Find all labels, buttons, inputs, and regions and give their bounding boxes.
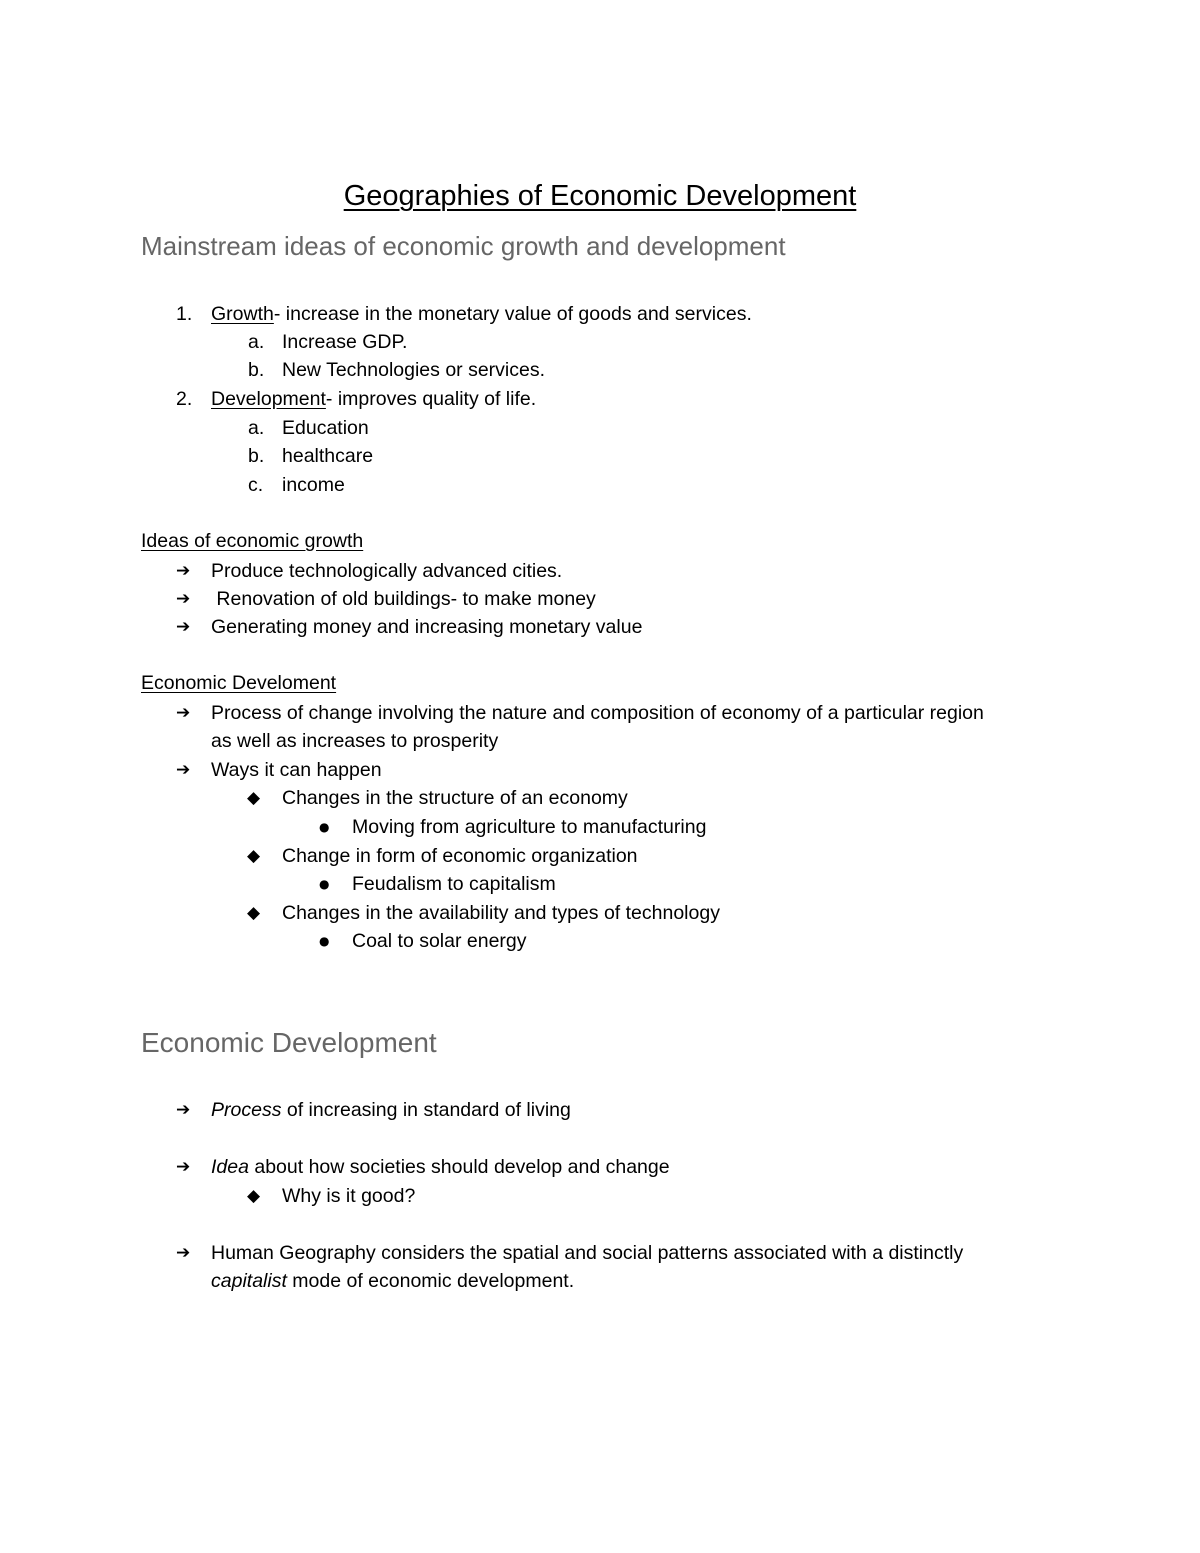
term-growth: Growth — [211, 303, 274, 325]
diamond-bullet-icon: ◆ — [247, 788, 261, 808]
subheading-ideas-growth: Ideas of economic growth — [141, 530, 364, 552]
sub-item-letter: a. — [248, 331, 265, 353]
list-item: Changes in the structure of an economy — [282, 787, 628, 809]
list-item: Coal to solar energy — [352, 930, 527, 952]
list-item-line: Process of change involving the nature and composition of economy of a particular region — [211, 702, 984, 724]
section-heading-economic-development: Economic Development — [141, 1027, 437, 1058]
list-item: Process of increasing in standard of living — [211, 1099, 571, 1121]
list-item-line: capitalist mode of economic development. — [211, 1270, 575, 1292]
sub-item-text: Increase GDP. — [282, 331, 408, 353]
arrow-icon: ➔ — [176, 617, 191, 637]
arrow-icon: ➔ — [176, 703, 191, 723]
dot-bullet-icon: ● — [319, 934, 330, 948]
list-item: Feudalism to capitalism — [352, 873, 556, 895]
sub-item-letter: a. — [248, 417, 265, 439]
list-item: Generating money and increasing monetary value — [211, 616, 643, 638]
list-item: Why is it good? — [282, 1185, 416, 1207]
list-item: Produce technologically advanced cities. — [211, 560, 563, 582]
diamond-bullet-icon: ◆ — [247, 1186, 261, 1206]
arrow-icon: ➔ — [176, 1243, 191, 1263]
list-item: Moving from agriculture to manufacturing — [352, 816, 707, 838]
arrow-icon: ➔ — [176, 760, 191, 780]
document-title: Geographies of Economic Development — [343, 180, 857, 212]
sub-item-text: healthcare — [282, 445, 374, 467]
list-item-line: Human Geography considers the spatial and social patterns associated with a distinctly — [211, 1242, 964, 1264]
sub-item-letter: b. — [248, 445, 265, 467]
list-item: Idea about how societies should develop and change — [211, 1156, 670, 1178]
diamond-bullet-icon: ◆ — [247, 903, 261, 923]
numbered-item-2-text: Development- improves quality of life. — [211, 388, 537, 410]
numbered-item-1: 1. — [176, 303, 193, 325]
numbered-item-2: 2. — [176, 388, 193, 410]
sub-item-text: income — [282, 474, 345, 496]
arrow-icon: ➔ — [176, 1157, 191, 1177]
sub-item-text: Education — [282, 417, 369, 439]
list-item: Renovation of old buildings- to make money — [211, 588, 596, 610]
sub-item-letter: c. — [248, 474, 264, 496]
numbered-item-1-text: Growth- increase in the monetary value of goods and services. — [211, 303, 752, 325]
sub-item-letter: b. — [248, 359, 265, 381]
section-heading-mainstream: Mainstream ideas of economic growth and development — [141, 231, 786, 261]
arrow-icon: ➔ — [176, 561, 191, 581]
dot-bullet-icon: ● — [319, 877, 330, 891]
subheading-econ-develoment: Economic Develoment — [141, 672, 337, 694]
arrow-icon: ➔ — [176, 589, 191, 609]
dot-bullet-icon: ● — [319, 820, 330, 834]
diamond-bullet-icon: ◆ — [247, 846, 261, 866]
list-item: Change in form of economic organization — [282, 845, 638, 867]
list-item: Ways it can happen — [211, 759, 382, 781]
arrow-icon: ➔ — [176, 1100, 191, 1120]
list-item: Changes in the availability and types of technology — [282, 902, 720, 924]
term-development: Development — [211, 388, 326, 410]
list-item-line: as well as increases to prosperity — [211, 730, 499, 752]
sub-item-text: New Technologies or services. — [282, 359, 546, 381]
